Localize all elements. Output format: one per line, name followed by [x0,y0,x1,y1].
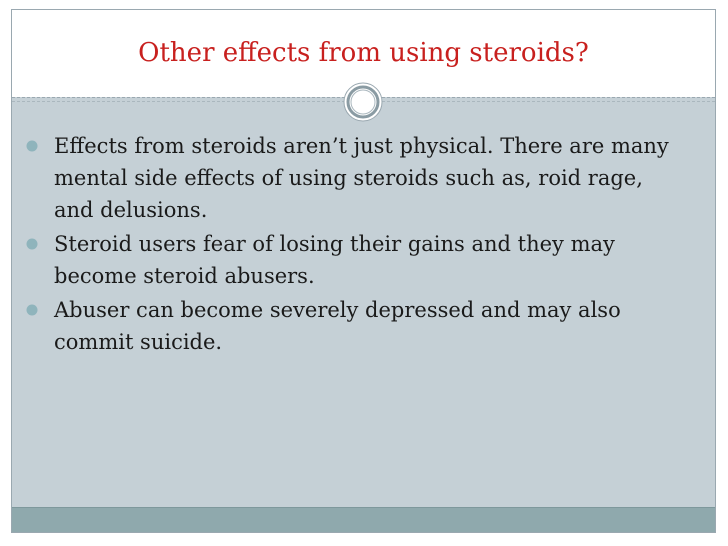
bullet-list [22,130,682,360]
slide-title: Other effects from using steroids? [138,38,589,68]
bullet-text-1: Effects from steroids aren’t just physical. There are many mental side effects of using steroids such as, roid rage, and delusions. [54,134,669,222]
bullet-item-1 [22,130,682,226]
circle-bullet-icon [26,238,38,250]
bullet-text-3: Abuser can become severely depressed and may also commit suicide. [54,298,621,354]
bullet-text-2: Steroid users fear of losing their gains and they may become steroid abusers. [54,232,615,288]
slide-frame [11,9,716,533]
bottom-band [12,507,715,532]
circle-bullet-icon [26,140,38,152]
circle-ornament-icon [343,82,383,122]
bullet-item-3 [22,294,682,358]
bullet-item-2 [22,228,682,292]
circle-bullet-icon [26,304,38,316]
